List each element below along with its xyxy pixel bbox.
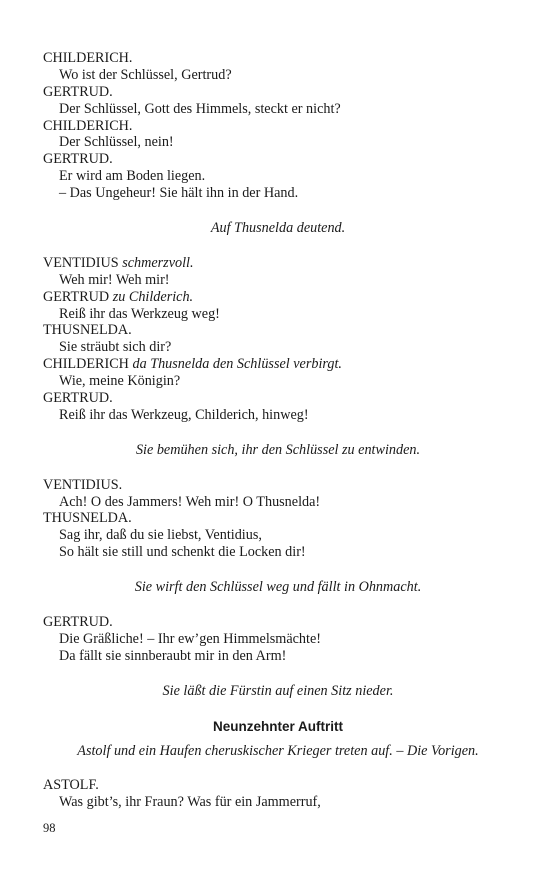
speaker-label: THUSNELDA. <box>43 510 132 527</box>
stage-direction: Sie wirft den Schlüssel weg und fällt in Ohnmacht. <box>134 579 422 596</box>
page-number: 98 <box>43 821 56 835</box>
verse-line: Sie sträubt sich dir? <box>59 339 172 356</box>
speaker-label: GERTRUD. <box>43 390 113 407</box>
verse-line: So hält sie still und schenkt die Locken dir! <box>59 544 306 561</box>
speaker-label: CHILDERICH. <box>43 50 133 66</box>
verse-line: – Das Ungeheur! Sie hält ihn in der Hand. <box>59 185 299 202</box>
verse-line: Da fällt sie sinnberaubt mir in den Arm! <box>59 647 287 664</box>
speaker-label: CHILDERICH. <box>43 117 133 134</box>
verse-line: Der Schlüssel, Gott des Himmels, steckt er nicht? <box>59 100 341 117</box>
scene-heading: Neunzehnter Auftritt <box>213 718 343 734</box>
speaker-label: GERTRUD. <box>43 83 113 100</box>
stage-direction: Sie läßt die Fürstin auf einen Sitz nieder. <box>162 682 394 699</box>
scene-direction: Astolf und ein Haufen cheruskischer Krieger treten auf. – Die Vorigen. <box>77 742 479 759</box>
verse-line: Der Schlüssel, nein! <box>59 134 174 151</box>
speaker-direction: da Thusnelda den Schlüssel verbirgt. <box>132 356 342 373</box>
speaker-label: ASTOLF. <box>43 776 99 793</box>
speaker-label <box>43 289 513 306</box>
speaker-direction: schmerzvoll. <box>122 254 194 271</box>
speaker-name: CHILDERICH <box>43 356 129 373</box>
verse-line: Reiß ihr das Werkzeug, Childerich, hinweg! <box>59 406 309 423</box>
play-text <box>43 50 513 810</box>
verse-line: Was gibt’s, ihr Fraun? Was für ein Jammerruf, <box>59 793 321 810</box>
verse-line: Wo ist der Schlüssel, Gertrud? <box>59 66 232 83</box>
verse-line: Reiß ihr das Werkzeug weg! <box>59 305 220 322</box>
verse-line: Sag ihr, daß du sie liebst, Ventidius, <box>59 527 262 544</box>
speaker-label: VENTIDIUS. <box>43 476 123 493</box>
verse-line: Die Gräßliche! – Ihr ew’gen Himmelsmächte! <box>59 630 321 647</box>
speaker-direction: zu Childerich. <box>112 288 194 305</box>
speaker-name: GERTRUD <box>43 288 110 305</box>
speaker-name: VENTIDIUS <box>43 254 119 271</box>
verse-line: Wie, meine Königin? <box>59 373 181 390</box>
speaker-label <box>43 255 513 272</box>
speaker-label: GERTRUD. <box>43 614 113 631</box>
speaker-label: GERTRUD. <box>43 151 113 168</box>
stage-direction: Sie bemühen sich, ihr den Schlüssel zu entwinden. <box>135 441 421 458</box>
verse-line: Ach! O des Jammers! Weh mir! O Thusnelda! <box>59 493 321 510</box>
verse-line: Weh mir! Weh mir! <box>59 271 170 288</box>
stage-direction: Auf Thusnelda deutend. <box>210 220 346 237</box>
verse-line: Er wird am Boden liegen. <box>59 168 206 185</box>
speaker-label <box>43 356 513 373</box>
speaker-label: THUSNELDA. <box>43 322 132 339</box>
